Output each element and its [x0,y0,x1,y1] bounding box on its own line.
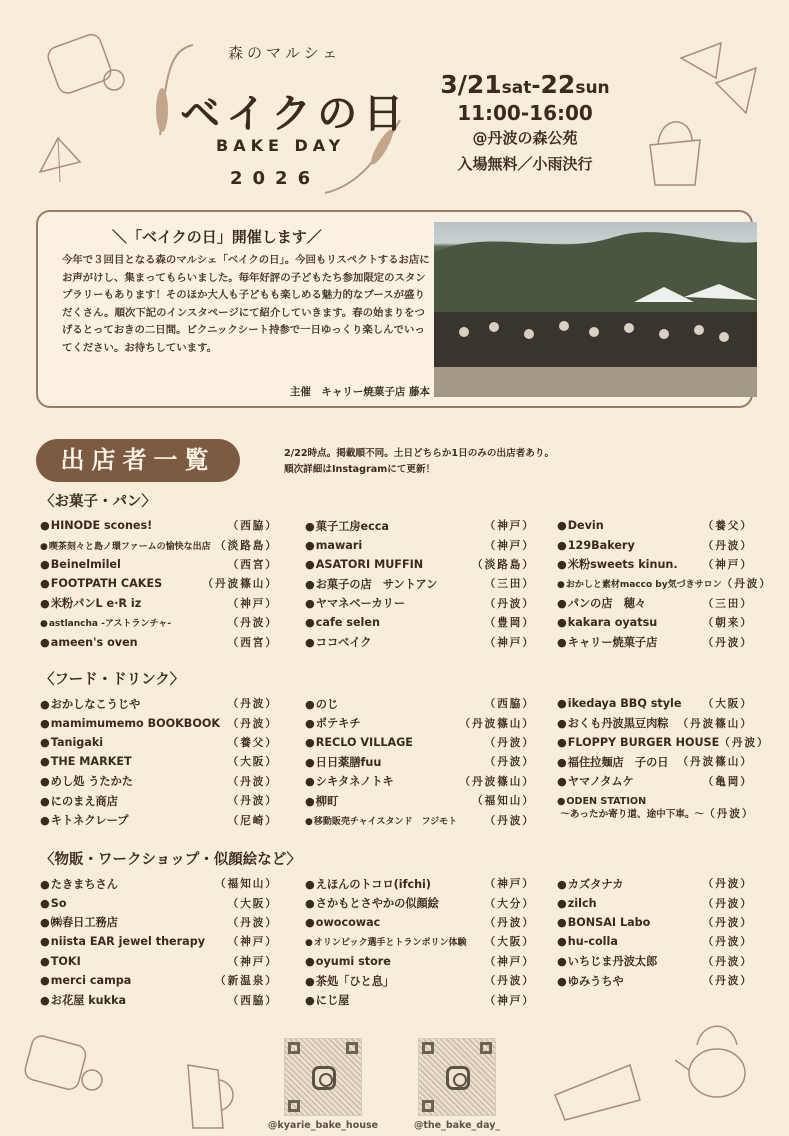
vendor-name: ● mawari [305,539,362,552]
vendor-name: ● mamimumemo BOOKBOOK [40,717,220,730]
vendor-location: （朝来） [702,617,753,630]
vendor-item [305,791,535,810]
note-line: 順次詳細はInstagramにて更新！ [284,464,436,475]
vendor-location: （大阪） [702,698,753,711]
basket-illustration-icon [640,110,710,190]
vendor-item [40,791,278,810]
vendor-name: ● ameen's oven [40,636,138,649]
vendor-item [40,713,278,732]
vendor-name: ● merci campa [40,974,131,987]
vendor-item [557,694,753,713]
vendor-name: ● キャリー焼菓子店 [557,634,657,650]
vendor-item [305,772,535,791]
vendor-name: ● zilch [557,897,597,910]
instagram-handle: @kyarie_bake_house [267,1120,379,1131]
vendor-item [305,555,535,574]
vendor-name: ● 日日薬膳fuu [305,754,381,770]
vendor-name: ● ヤマネベーカリー [305,595,405,611]
vendor-item [305,613,535,632]
vendor-item [40,632,278,651]
vendor-item [557,516,753,535]
vendor-location: （丹波） [484,975,535,988]
vendor-item [40,613,278,632]
vendor-name: ● THE MARKET [40,755,132,768]
vendor-item [305,594,535,613]
vendor-location: （丹波篠山） [677,756,753,769]
section-title: 〈お菓子・パン〉 [40,494,156,510]
vendor-name: ● owocowac [305,916,380,929]
vendor-name: ● 129Bakery [557,539,635,552]
vendor-list-note [284,446,554,478]
vendor-name: ● BONSAI Labo [557,916,650,929]
vendor-location: （丹波） [702,897,753,910]
vendor-name: ● キトネクレープ [40,812,128,828]
vendor-item [305,574,535,593]
vendor-item [305,516,535,535]
date-end: 22 [540,70,576,99]
vendor-item [40,971,278,990]
vendor-location: （神戸） [484,520,535,533]
vendor-name: ● パンの店 穂々 [557,595,646,611]
vendor-name: ● オリンピック選手とトランポリン体験 [305,935,467,948]
vendor-name: ● シキタネノトキ [305,773,394,789]
vendor-name: ● Devin [557,519,604,532]
pitcher-illustration-icon [178,1060,243,1132]
vendor-location: （神戸） [484,955,535,968]
intro-body: 今年で３回目となる森のマルシェ「ベイクの日」。今回もリスペクトするお店にお声がけし、集まってもらいました。毎年好評の子どもたち参加限定のスタンプラリーもあります！そのほか大人も子どもも楽しめる魅力的なブースが盛りだくさん。順次下記のインスタページにて紹介していきます。春の始まりをつげるとっておきの二日間。ピクニックシート持参で一日ゆっくり楽しんでいってください。お待ちしています。 [62,254,430,354]
vendor-location: （丹波） [484,756,535,769]
vendor-item [40,733,278,752]
vendor-location: （丹波） [719,736,770,749]
intro-heading: ＼「ベイクの日」開催します／ [112,228,322,246]
vendor-item [305,632,535,651]
vendor-location: （福知山） [215,878,278,891]
vendor-column [305,694,535,830]
vendor-name: ● astlancha -アストランチャ- [40,616,171,629]
jar-illustration-icon [20,1030,110,1100]
vendor-item [557,971,753,990]
vendor-location: （亀岡） [702,775,753,788]
vendor-location: （丹波） [702,539,753,552]
vendor-item [305,932,535,951]
vendor-item [557,752,753,771]
date-dash: - [531,74,541,99]
organizer: 主催 キャリー焼菓子店 藤本 [289,386,430,398]
vendor-item [40,694,278,713]
vendor-item [557,594,753,613]
vendor-name: ● 菓子工房ecca [305,518,389,534]
vendor-item [557,772,753,791]
cake-illustration-icon [550,1055,645,1125]
vendor-item [305,874,535,893]
vendor-item [305,713,535,732]
day-end: sun [575,78,610,98]
vendor-location: （丹波） [702,636,753,649]
vendor-name: ● 米粉sweets kinun. [557,556,678,572]
vendor-item [305,752,535,771]
vendor-location: （大阪） [227,897,278,910]
vendor-name: ● ikedaya BBQ style [557,697,681,710]
vendor-column [40,694,278,830]
vendor-item [557,791,753,821]
vendor-column [557,694,770,821]
vendor-location: （豊岡） [484,617,535,630]
vendor-location: （福知山） [472,795,535,808]
vendor-item [40,574,278,593]
vendor-name: ● 柳町 [305,793,338,809]
date-start: 3/21 [440,70,502,99]
vendor-location: （神戸） [484,539,535,552]
event-admission: 入場無料／小雨決行 [457,155,593,173]
vendor-location: （丹波） [227,775,278,788]
vendor-name: ● さかもとさやかの似顔絵 [305,895,439,911]
vendor-location: （三田） [484,578,535,591]
event-date [405,70,645,99]
vendor-location: （丹波篠山） [459,717,535,730]
vendor-item [305,535,535,554]
vendor-column [40,516,278,652]
vendor-location: （淡路島） [472,558,535,571]
vendor-item [40,594,278,613]
vendor-name: ● Beinelmilel [40,558,121,571]
event-title: ベイクの日 [180,90,410,137]
vendor-item [557,555,753,574]
vendor-name: ● FOOTPATH CAKES [40,577,162,590]
vendor-location: （養父） [702,520,753,533]
vendor-name: ● ゆみうちや [557,973,624,989]
vendor-name: ● おくも丹波黒豆肉粽 [557,715,668,731]
vendor-location: （丹波） [484,814,535,827]
vendor-location: （西宮） [227,558,278,571]
vendor-name: ● いちじま丹波太郎 [557,953,657,969]
vendor-name: ● ヤマノタムケ [557,773,634,789]
instagram-qr-code[interactable] [284,1038,362,1116]
vendor-list-badge: 出店者一覧 [36,439,240,482]
vendor-location: （大阪） [227,756,278,769]
vendor-item [40,555,278,574]
vendor-name: ● お花屋 kukka [40,992,126,1008]
vendor-item [557,893,753,912]
vendor-location: （神戸） [227,936,278,949]
vendor-name: ● おかしなこうじや [40,696,140,712]
vendor-item [305,913,535,932]
vendor-location: （西脇） [484,698,535,711]
vendor-location: （新温泉） [215,975,278,988]
vendor-item [40,772,278,791]
vendor-item [557,632,753,651]
instagram-icon [446,1066,470,1090]
vendor-location: （丹波） [227,698,278,711]
vendor-item [557,574,772,593]
vendor-column [305,874,535,1010]
vendor-location: （神戸） [484,878,535,891]
vendor-location: （丹波） [484,916,535,929]
vendor-name: ● RECLO VILLAGE [305,736,413,749]
vendor-item [305,733,535,752]
vendor-location: （西宮） [227,636,278,649]
vendor-location: （丹波） [484,736,535,749]
vendor-item [40,874,278,893]
vendor-name: ● ココベイク [305,634,371,650]
vendor-item [557,613,753,632]
vendor-item [557,874,753,893]
vendor-name: ● niista EAR jewel therapy [40,935,205,948]
vendor-name: ● えほんのトコロ(ifchi) [305,876,431,892]
vendor-location: （丹波） [702,936,753,949]
vendor-name: ● ポテキチ [305,715,361,731]
instagram-handle: @the_bake_day_ [413,1120,501,1131]
vendor-location: （丹波） [227,717,278,730]
vendor-location: （三田） [702,597,753,610]
vendor-name: ● Tanigaki [40,736,103,749]
brand-name: 森のマルシェ [228,44,342,62]
vendor-name: ● TOKI [40,955,81,968]
sandwich-illustration-icon [676,38,761,118]
group-photo-illustration [434,222,757,397]
note-line: 2/22時点。掲載順不同。土日どちらか1日のみの出店者あり。 [284,448,555,459]
vendor-location: （丹波） [704,807,755,820]
vendor-location: （尼崎） [227,814,278,827]
vendor-location: （神戸） [484,636,535,649]
vendor-name: ● おかしと素材macco by気づきサロン [557,577,722,590]
vendor-location: （丹波篠山） [459,775,535,788]
vendor-item [40,535,278,554]
event-year: 2026 [230,168,321,189]
vendor-location: （西脇） [227,994,278,1007]
vendor-location: （大阪） [484,936,535,949]
vendor-column [305,516,535,652]
vendor-location: （丹波） [702,878,753,891]
vendor-name: ● ㈱春日工務店 [40,914,118,930]
vendor-location: （丹波） [702,955,753,968]
vendor-location: （神戸） [227,597,278,610]
vendor-name: ● 米粉パンL e·R iz [40,595,141,611]
vendor-location: （神戸） [484,994,535,1007]
vendor-location: （神戸） [227,955,278,968]
vendor-location: （丹波） [721,578,772,591]
vendor-item [557,932,753,951]
event-title-english: BAKE DAY [216,136,346,155]
vendor-location: （丹波篠山） [677,717,753,730]
vendor-location: （丹波） [227,916,278,929]
vendor-item [40,516,278,535]
vendor-name: ● HINODE scones! [40,519,152,532]
vendor-location: （丹波） [484,597,535,610]
vendor-name: ● カズタナカ [557,876,623,892]
vendor-item [40,893,278,912]
vendor-item [40,990,278,1009]
vendor-name: ● FLOPPY BURGER HOUSE [557,736,719,749]
vendor-location: （神戸） [702,558,753,571]
vendor-item [305,893,535,912]
event-time: 11:00-16:00 [457,101,593,125]
vendor-item [40,810,278,829]
vendor-location: （西脇） [227,520,278,533]
vendor-name: ● お菓子の店 サントアン [305,576,438,592]
vendor-item [40,952,278,971]
vendor-item [305,952,535,971]
vendor-location: （大分） [484,897,535,910]
vendor-name: ● hu-colla [557,935,618,948]
vendor-item [557,535,753,554]
vendor-name: ● にじ屋 [305,992,349,1008]
vendor-item [40,913,278,932]
vendor-location: （丹波篠山） [202,578,278,591]
group-photo [434,222,757,397]
vendor-name: ● ASATORI MUFFIN [305,558,423,571]
vendor-item [40,932,278,951]
vendor-column [557,874,753,990]
vendor-name: ● kakara oyatsu [557,616,657,629]
vendor-item [40,752,278,771]
vendor-name: ● 移動販売チャイスタンド フジモト [305,814,457,827]
jar-illustration-icon [44,28,134,103]
teapot-illustration-icon [672,1015,762,1105]
vendor-name: ● So [40,897,67,910]
vendor-name: ● oyumi store [305,955,391,968]
vendor-column [40,874,278,1010]
vendor-item [557,733,770,752]
vendor-name: ● にのまえ商店 [40,793,118,809]
vendor-location: （淡路島） [215,539,278,552]
instagram-qr-code[interactable] [418,1038,496,1116]
vendor-location: （丹波） [227,617,278,630]
vendor-location: （丹波） [227,795,278,808]
vendor-name: ● たきまちさん [40,876,118,892]
vendor-location: （養父） [227,736,278,749]
vendor-name: ● 茶処「ひと息」 [305,973,394,989]
vendor-location: （丹波） [702,916,753,929]
vendor-item [557,952,753,971]
vendor-name: ● のじ [305,696,338,712]
vendor-name: ● めし処 うたかた [40,773,133,789]
event-venue: @丹波の森公苑 [472,129,578,147]
vendor-name: ● 福住拉麺店 子の日 [557,754,668,770]
vendor-name: ● ODEN STATION 〜あったか寄り道、途中下車。〜 [557,795,704,821]
vendor-item [305,810,535,829]
vendor-location: （丹波） [702,975,753,988]
section-title: 〈フード・ドリンク〉 [40,672,185,688]
vendor-name: ● 喫茶刻々と島ノ環ファームの愉快な出店 [40,539,211,552]
section-title: 〈物販・ワークショップ・似顔絵など〉 [40,852,301,868]
vendor-item [305,694,535,713]
vendor-item [557,713,753,732]
vendor-name: ● cafe selen [305,616,380,629]
leaf-illustration-icon [30,132,90,187]
vendor-item [305,990,535,1009]
day-start: sat [501,78,532,98]
instagram-icon [312,1066,336,1090]
vendor-item [557,913,753,932]
vendor-item [305,971,535,990]
vendor-column [557,516,772,652]
